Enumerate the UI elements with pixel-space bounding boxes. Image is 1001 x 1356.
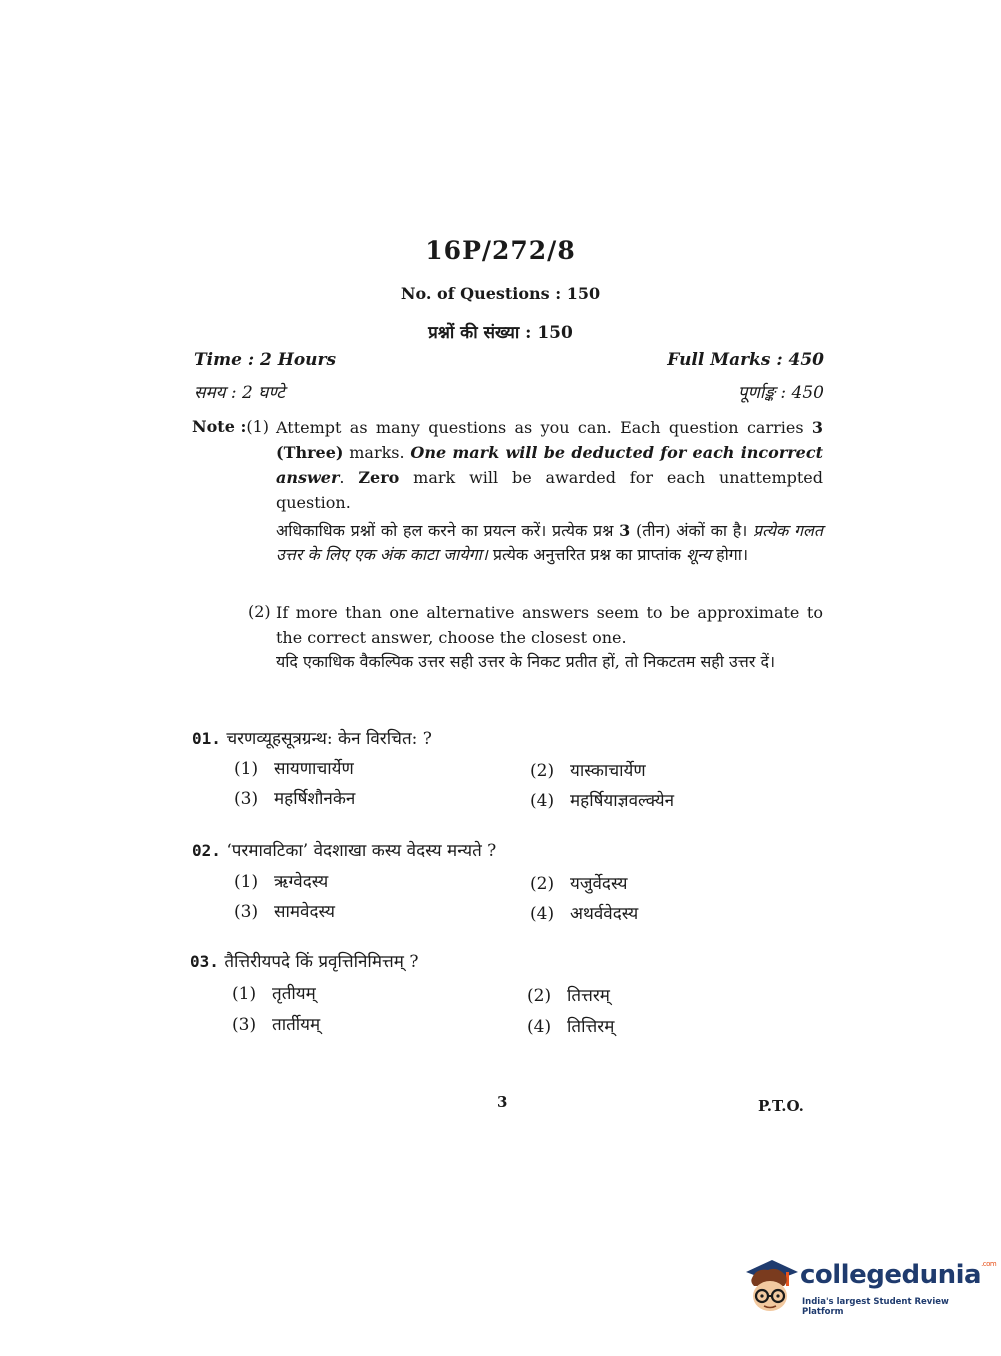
- option-2-3: (3) सामवेदस्य: [234, 902, 336, 922]
- question-count-en: No. of Questions : 150: [400, 284, 601, 303]
- option-1-1: (1) सायणाचार्येण: [234, 759, 354, 779]
- note-2-number: (2): [248, 602, 271, 621]
- note-1-english: Attempt as many questions as you can. Each question carries 3 (Three) marks. One mark will be deducted for each incorrect answer. Zero mark will be awarded for each unattempted question.: [276, 418, 824, 512]
- mascot-icon: [742, 1252, 800, 1316]
- question-text: चरणव्यूहसूत्रग्रन्थ: केन विरचित: ?: [226, 729, 432, 749]
- option-2-4: (4) अथर्ववेदस्य: [530, 904, 639, 924]
- question-text: तैत्तिरीयपदे किं प्रवृत्तिनिमित्तम् ?: [224, 952, 419, 972]
- option-1-3: (3) महर्षिशौनकेन: [234, 789, 356, 809]
- note-label: Note :(1): [192, 417, 270, 436]
- collegedunia-logo: [742, 1252, 997, 1317]
- option-3-4: (4) तित्तिरम्: [527, 1017, 615, 1037]
- note-1-number: (1): [246, 417, 270, 436]
- question-2: [192, 838, 496, 861]
- question-number: 02.: [192, 841, 221, 860]
- page-number: 3: [497, 1093, 508, 1111]
- note-2-hindi: यदि एकाधिक वैकल्पिक उत्तर सही उत्तर के निकट प्रतीत हों, तो निकटतम सही उत्तर दें।: [276, 652, 776, 671]
- pto-label: P.T.O.: [758, 1097, 804, 1115]
- time-en: Time : 2 Hours: [194, 350, 337, 370]
- question-1: [192, 726, 432, 749]
- question-count-hi: प्रश्नों की संख्या : 150: [428, 323, 573, 343]
- note-1-hindi: अधिकाधिक प्रश्नों को हल करने का प्रयत्न करें। प्रत्येक प्रश्न 3 (तीन) अंकों का है। प्रत्येक गलत उत्तर के लिए एक अंक काटा जायेगा। प्रत्येक अनुत्तरित प्रश्न का प्राप्तांक शून्य होगा।: [276, 521, 823, 564]
- option-2-2: (2) यजुर्वेदस्य: [530, 874, 628, 894]
- question-number: 01.: [192, 729, 221, 748]
- full-marks-en: Full Marks : 450: [667, 350, 824, 370]
- option-3-3: (3) तार्तीयम्: [232, 1015, 321, 1035]
- logo-wordmark: collegedunia$^{.com}$: [800, 1260, 997, 1290]
- note-2-english: If more than one alternative answers seem to be approximate to the correct answer, choose the closest one.: [276, 603, 823, 647]
- option-3-1: (1) तृतीयम्: [232, 984, 316, 1004]
- option-3-2: (2) तित्तरम्: [527, 986, 610, 1006]
- option-1-4: (4) महर्षियाज्ञवल्क्येन: [530, 791, 675, 811]
- time-hi: समय : 2 घण्टे: [194, 383, 285, 403]
- question-number: 03.: [190, 952, 219, 971]
- logo-tagline: India's largest Student Review Platform: [802, 1297, 949, 1317]
- paper-code: 16P/272/8: [425, 236, 576, 265]
- option-2-1: (1) ऋग्वेदस्य: [234, 872, 329, 892]
- question-text: ‘परमावटिका’ वेदशाखा कस्य वेदस्य मन्यते ?: [226, 841, 497, 861]
- question-3: [190, 949, 418, 972]
- option-1-2: (2) यास्काचार्येण: [530, 761, 646, 781]
- full-marks-hi: पूर्णाङ्क : 450: [737, 383, 824, 403]
